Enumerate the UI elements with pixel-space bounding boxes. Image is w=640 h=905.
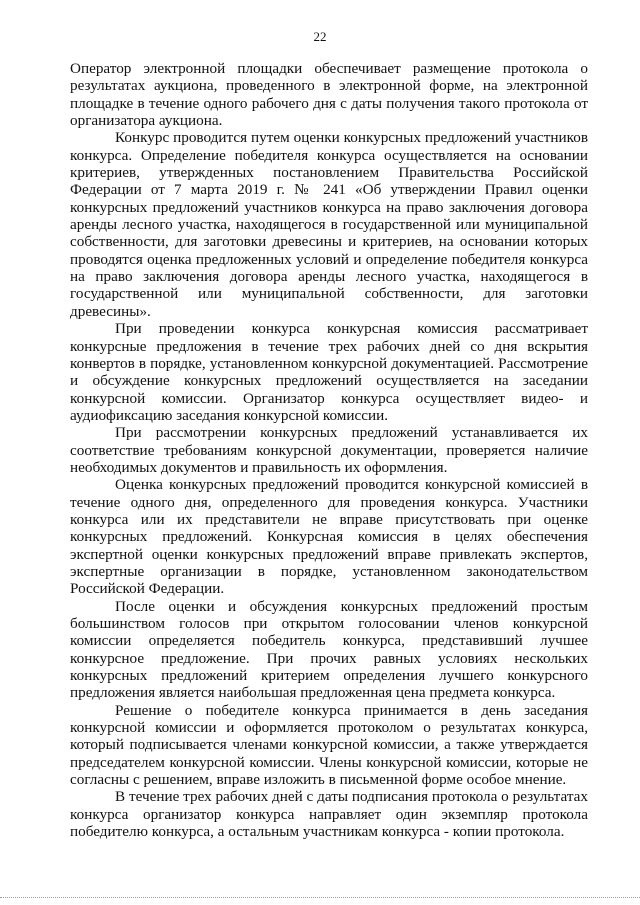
paragraph-protocol-distribution: В течение трех рабочих дней с даты подписания протокола о результатах конкурса организатор конкурса направляет один экземпляр протокола победителю конкурса, а остальным участникам конкурса - копии протокола. bbox=[70, 788, 588, 841]
page-bottom-edge bbox=[0, 897, 640, 898]
document-body bbox=[70, 60, 588, 840]
paragraph-auction-protocol: Оператор электронной площадки обеспечивает размещение протокола о результатах аукциона, проведенного в электронной форме, на электронной площадке в течение одного рабочего дня с даты получения такого протокола от организатора аукциона. bbox=[70, 60, 588, 130]
paragraph-compliance-check: При рассмотрении конкурсных предложений устанавливается их соответствие требованиям конкурсной документации, проверяется наличие необходимых документов и правильность их оформления. bbox=[70, 424, 588, 476]
page-number: 22 bbox=[313, 29, 327, 44]
paragraph-winner-selection: После оценки и обсуждения конкурсных предложений простым большинством голосов при открытом голосовании членов конкурсной комиссии определяется победитель конкурса, представивший лучшее конкурсное предложение. При прочих равных условиях нескольких конкурсных предложений критерием определения лучшего конкурсного предложения является наибольшая предложенная цена предмета конкурса. bbox=[70, 597, 588, 702]
paragraph-commission-review: При проведении конкурса конкурсная комиссия рассматривает конкурсные предложения в течение трех рабочих дней со дня вскрытия конвертов в порядке, установленном конкурсной документацией. Рассмотрение и обсуждение конкурсных предложений осуществляется на заседании конкурсной комиссии. Организатор конкурса осуществляет видео- и аудиофиксацию заседания конкурсной комиссии. bbox=[70, 320, 588, 424]
paragraph-evaluation-day: Оценка конкурсных предложений проводится конкурсной комиссией в течение одного дня, определенного для проведения конкурса. Участники конкурса или их представители не вправе присутствовать при оценке конкурсных предложений. Конкурсная комиссия в целях обеспечения экспертной оценки конкурсных предложений вправе привлекать экспертов, экспертные организации в порядке, установленном законодательством Российской Федерации. bbox=[70, 476, 588, 598]
paragraph-contest-evaluation: Конкурс проводится путем оценки конкурсных предложений участников конкурса. Определение победителя конкурса осуществляется на основании критериев, утвержденных постановлением Правительства Российской Федерации от 7 марта 2019 г. № 241 «Об утверждении Правил оценки конкурсных предложений участников конкурса на право заключения договора аренды лесного участка, находящегося в государственной или муниципальной собственности, для заготовки древесины и критериев, на основании которых проводятся оценка предложенных условий и определение победителя конкурса на право заключения договора аренды лесного участка, находящегося в государственной или муниципальной собственности, для заготовки древесины». bbox=[70, 129, 588, 320]
paragraph-decision-protocol: Решение о победителе конкурса принимается в день заседания конкурсной комиссии и оформляется протоколом о результатах конкурса, который подписывается членами конкурсной комиссии, а также утверждается председателем конкурсной комиссии. Члены конкурсной комиссии, которые не согласны с решением, вправе изложить в письменной форме особое мнение. bbox=[70, 701, 588, 789]
